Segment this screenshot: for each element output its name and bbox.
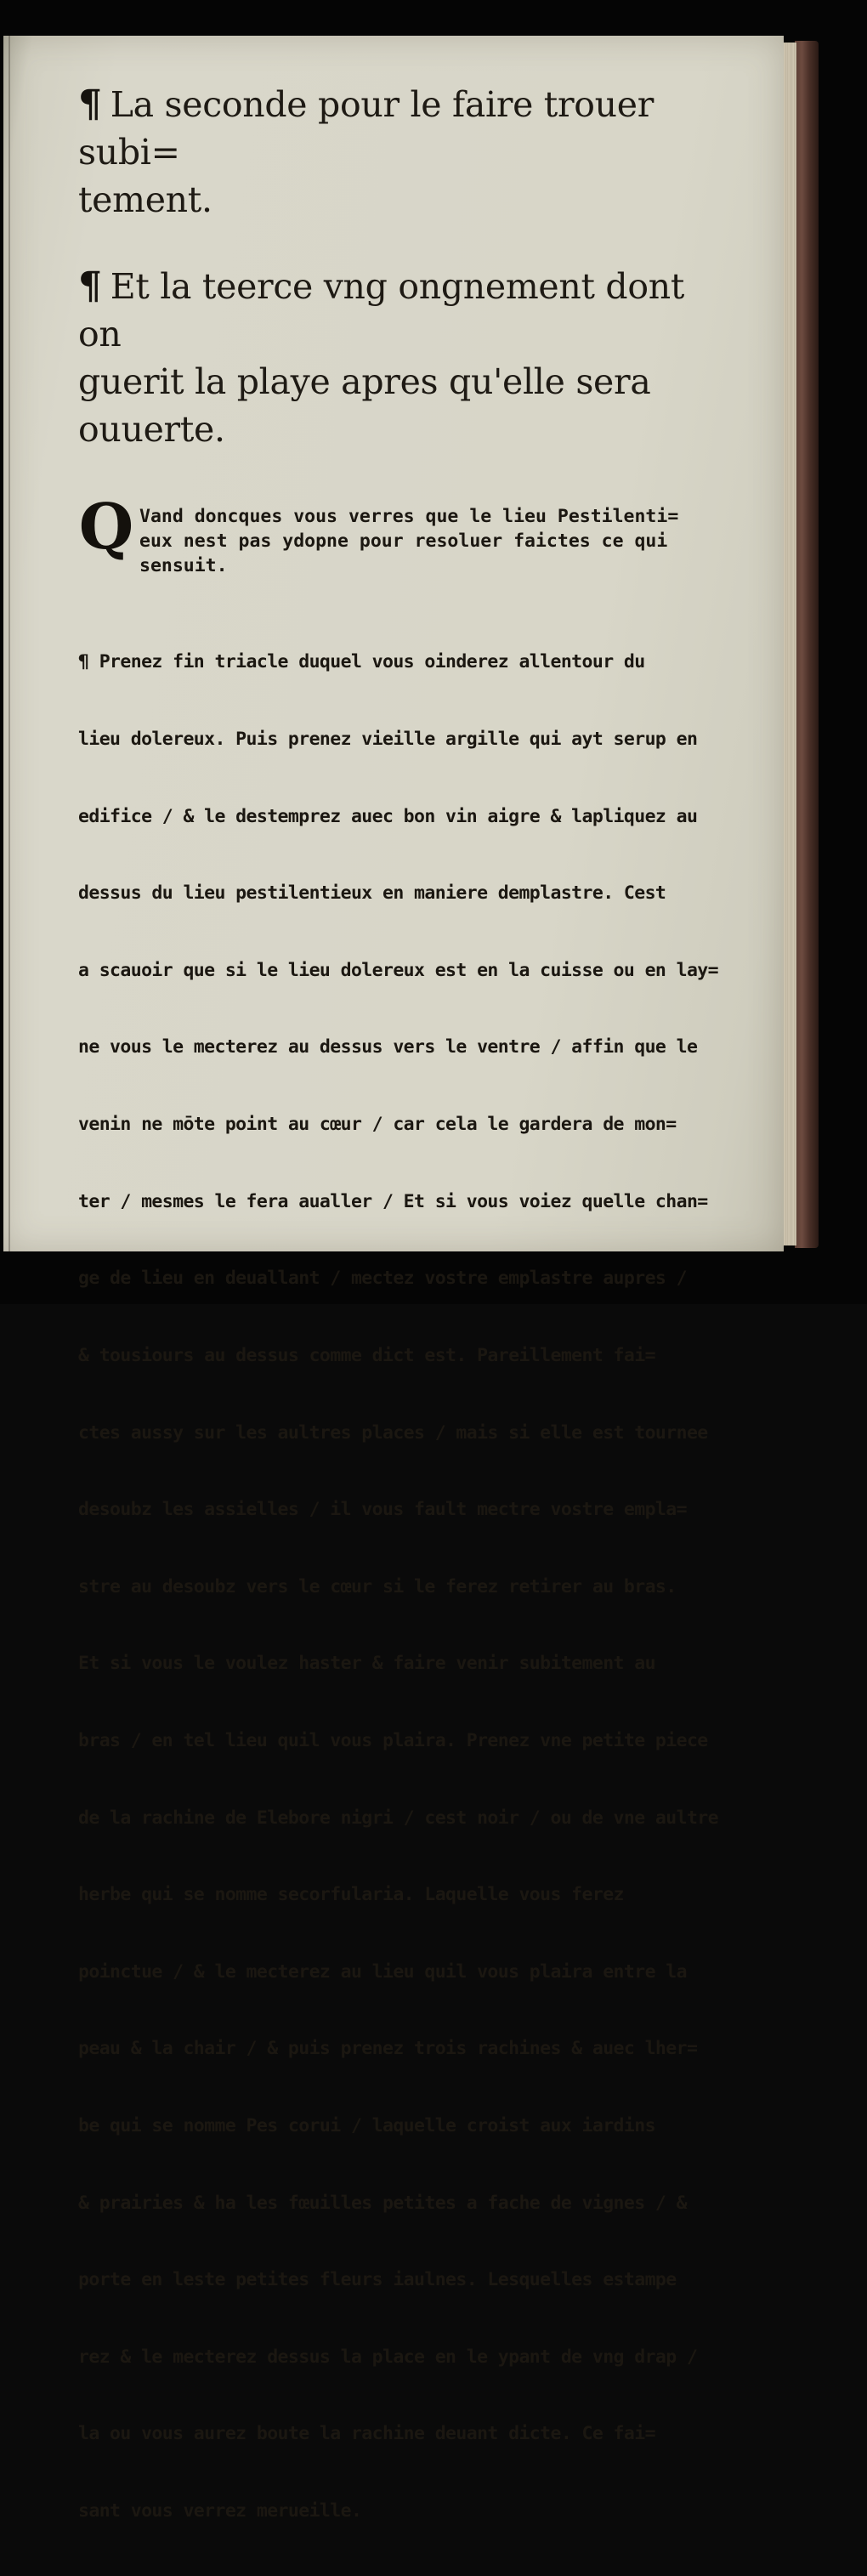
heading-line: Et la teerce vng ongnement dont on bbox=[78, 266, 685, 355]
page-gutter bbox=[8, 36, 10, 1251]
body-line: rez & le mecterez dessus la place en le ypant de vng drap / bbox=[78, 2346, 698, 2368]
pilcrow-icon: ¶ bbox=[78, 264, 102, 308]
body-line: peau & la chair / & puis prenez trois rachines & auec lher= bbox=[78, 2038, 698, 2060]
body-line: herbe qui se nomme secorfularia. Laquelle vous ferez bbox=[78, 1884, 624, 1906]
body-line: & prairies & ha les fœuilles petites a fache de vignes / & bbox=[78, 2192, 687, 2214]
page-content bbox=[78, 81, 728, 2576]
body-line: desoubz les assielles / il vous fault mectre vostre empla= bbox=[78, 1499, 687, 1521]
body-line: porte en leste petites fleurs iaulnes. Lesquelles estampe bbox=[78, 2269, 677, 2291]
recipe-paragraph bbox=[78, 599, 728, 2576]
drop-cap: Q bbox=[78, 491, 134, 564]
book-binding-edge bbox=[795, 41, 819, 1248]
heading-line: guerit la playe apres qu'elle sera ouuerte. bbox=[78, 361, 651, 450]
intro-line: sensuit. bbox=[139, 555, 228, 576]
body-line: ne vous le mecterez au dessus vers le ventre / affin que le bbox=[78, 1036, 698, 1058]
pilcrow-icon: ¶ bbox=[78, 82, 102, 126]
body-line: Et si vous le voulez haster & faire venir subitement au bbox=[78, 1653, 655, 1675]
heading-line: La seconde pour le faire trouer subi= bbox=[78, 84, 654, 173]
body-line: dessus du lieu pestilentieux en maniere demplastre. Cest bbox=[78, 882, 666, 905]
body-line: sant vous verrez merueille. bbox=[78, 2500, 362, 2522]
body-line: ¶ Prenez fin triacle duquel vous oinderez allentour du bbox=[78, 651, 645, 673]
heading-third-remedy bbox=[78, 263, 728, 453]
body-line: lieu dolereux. Puis prenez vieille argille qui ayt serup en bbox=[78, 729, 698, 751]
body-line: edifice / & le destemprez auec bon vin aigre & lapliquez au bbox=[78, 805, 698, 827]
intro-line: Vand doncques vous verres que le lieu Pestilenti= bbox=[139, 506, 679, 527]
body-line: la ou vous aurez boute la rachine deuant dicte. Ce fai= bbox=[78, 2423, 655, 2445]
body-line: a scauoir que si le lieu dolereux est en la cuisse ou en lay= bbox=[78, 959, 718, 981]
body-line: ter / mesmes le fera aualler / Et si vous voiez quelle chan= bbox=[78, 1190, 708, 1212]
body-line: ctes aussy sur les aultres places / mais si elle est tournee bbox=[78, 1421, 708, 1444]
body-line: poinctue / & le mecterez au lieu quil vous plaira entre la bbox=[78, 1960, 687, 1983]
body-line: ge de lieu en deuallant / mectez vostre emplastre aupres / bbox=[78, 1268, 687, 1290]
body-line: be qui se nomme Pes corui / laquelle croist aux iardins bbox=[78, 2114, 655, 2136]
body-line: venin ne mōte point au cœur / car cela le gardera de mon= bbox=[78, 1114, 677, 1136]
body-line: de la rachine de Elebore nigri / cest noir / ou de vne aultre bbox=[78, 1807, 718, 1829]
heading-second-remedy bbox=[78, 81, 728, 224]
heading-line: tement. bbox=[78, 179, 212, 220]
body-line: stre au desoubz vers le cœur si le ferez retirer au bras. bbox=[78, 1575, 677, 1597]
body-line: bras / en tel lieu quil vous plaira. Prenez vne petite piece bbox=[78, 1729, 708, 1751]
body-line: & tousiours au dessus comme dict est. Pareillement fai= bbox=[78, 1344, 655, 1366]
intro-line: eux nest pas ydopne pour resoluer faictes ce qui bbox=[139, 531, 668, 552]
intro-paragraph bbox=[78, 491, 728, 578]
